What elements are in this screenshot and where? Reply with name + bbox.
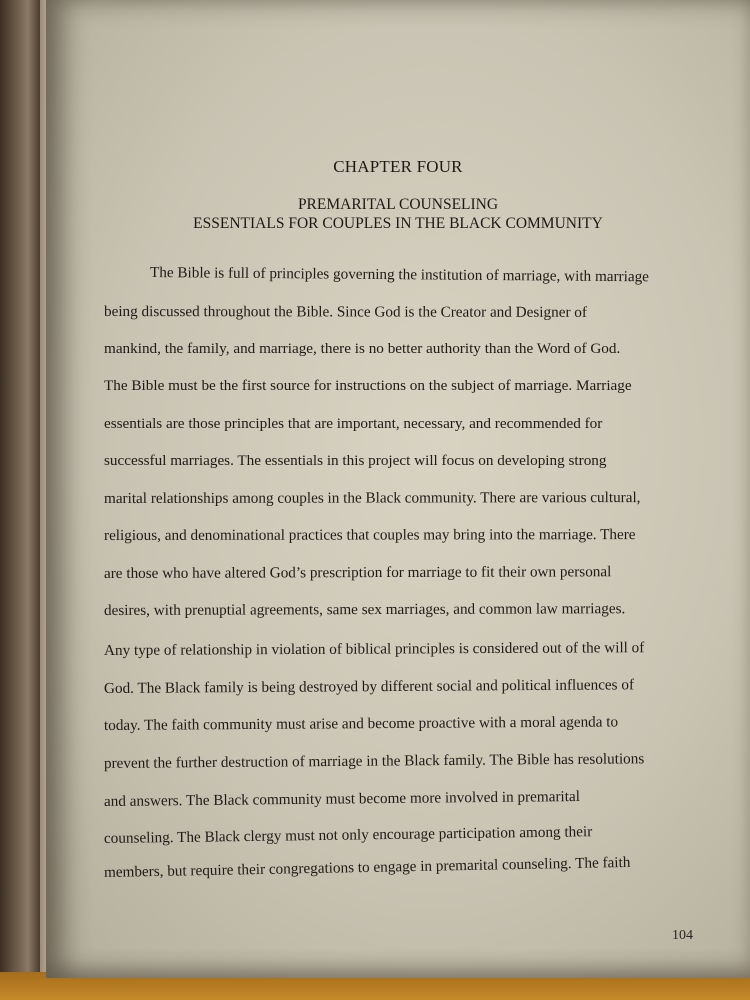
body-line-7: marital relationships among couples in the Black community. There are various cultural, — [103, 489, 641, 507]
body-line-6: successful marriages. The essentials in this project will focus on developing strong — [104, 452, 607, 469]
chapter-subtitle-line-2: ESSENTIALS FOR COUPLES IN THE BLACK COMMUNITY — [193, 215, 603, 232]
body-line-3: mankind, the family, and marriage, there is no better authority than the Word of God. — [104, 340, 621, 357]
body-line-17: members, but require their congregations to engage in premarital counseling. The faith — [103, 853, 631, 881]
body-line-14: prevent the further destruction of marriage in the Black family. The Bible has resolutions — [103, 750, 645, 772]
chapter-subtitle-line-1: PREMARITAL COUNSELING — [297, 196, 499, 213]
book-page — [46, 0, 750, 978]
body-line-8: religious, and denominational practices that couples may bring into the marriage. There — [103, 526, 636, 544]
body-line-1: The Bible is full of principles governing the institution of marriage, with marriage — [149, 264, 650, 286]
chapter-heading: CHAPTER FOUR — [333, 157, 463, 176]
body-line-16: counseling. The Black clergy must not only encourage participation among their — [103, 823, 593, 847]
body-line-2: being discussed throughout the Bible. Since God is the Creator and Designer of — [103, 303, 587, 321]
body-line-5: essentials are those principles that are important, necessary, and recommended for — [104, 415, 603, 432]
body-line-15: and answers. The Black community must become more involved in premarital — [103, 788, 580, 810]
book-binding — [0, 0, 40, 1000]
body-line-9: are those who have altered God’s prescription for marriage to fit their own personal — [103, 563, 612, 582]
body-line-10: desires, with prenuptial agreements, same sex marriages, and common law marriages. — [103, 600, 626, 619]
body-line-13: today. The faith community must arise and become proactive with a moral agenda to — [103, 713, 619, 734]
body-line-11: Any type of relationship in violation of biblical principles is considered out of the will of — [103, 639, 645, 659]
page-number: 104 — [672, 928, 693, 943]
body-line-4: The Bible must be the first source for instructions on the subject of marriage. Marriage — [104, 377, 632, 394]
body-line-12: God. The Black family is being destroyed by different social and political influences of — [103, 676, 635, 697]
